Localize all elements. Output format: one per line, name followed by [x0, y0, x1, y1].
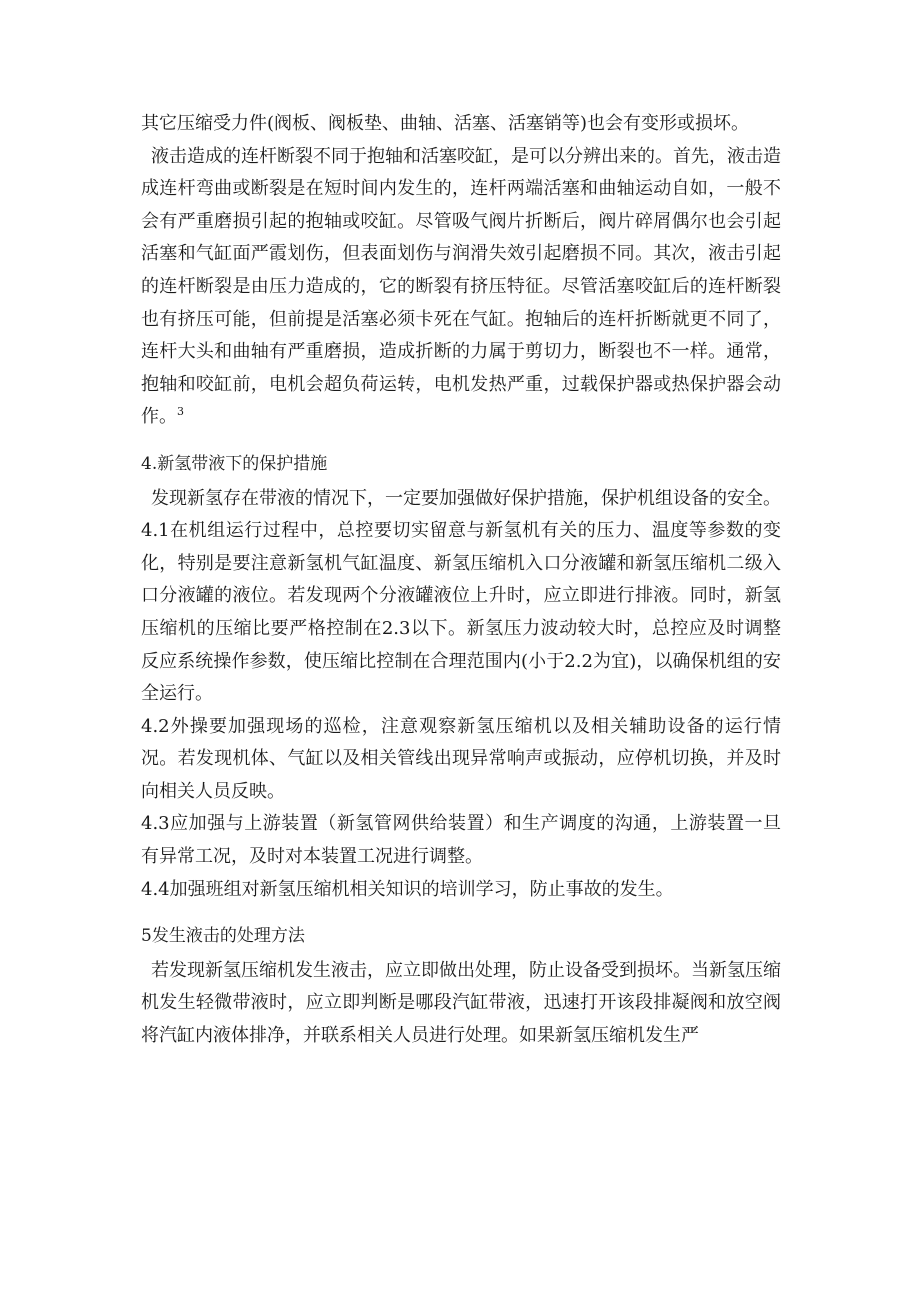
- paragraph-4-intro: 发现新氢存在带液的情况下，一定要加强做好保护措施，保护机组设备的安全。: [151, 487, 781, 509]
- document-page: [141, 108, 781, 1053]
- paragraph-liquid-hammer: [141, 141, 781, 434]
- paragraph-4-4: 4.4加强班组对新氢压缩机相关知识的培训学习，防止事故的发生。: [141, 878, 674, 900]
- paragraph-liquid-hammer-text: 液击造成的连杆断裂不同于抱轴和活塞咬缸，是可以分辨出来的。首先，液击造成连杆弯曲或断裂是在短时间内发生的，连杆两端活塞和曲轴运动自如，一般不会有严重磨损引起的抱轴或咬缸。尽管吸气阀片折断后，阀片碎屑偶尔也会引起活塞和气缸面严霞划伤，但表面划伤与润滑失效引起磨损不同。其次，液击引起的连杆断裂是由压力造成的，它的断裂有挤压特征。尽管活塞咬缸后的连杆断裂也有挤压可能，但前提是活塞必须卡死在气缸。抱轴后的连杆折断就更不同了，连杆大头和曲轴有严重磨损，造成折断的力属于剪切力，断裂也不一样。通常，抱轴和咬缸前，电机会超负荷运转，电机发热严重，过载保护器或热保护器会动作。: [141, 145, 781, 428]
- paragraph-4-1: 4.1在机组运行过程中，总控要切实留意与新氢机有关的压力、温度等参数的变化，特别是要注意新氢机气缸温度、新氢压缩机入口分液罐和新氢压缩机二级入口分液罐的液位。若发现两个分液罐液位上升时，应立即进行排液。同时，新氢压缩机的压缩比要严格控制在2.3以下。新氢压力波动较大时，总控应及时调整反应系统操作参数，使压缩比控制在合理范围内(小于2.2为宜)，以确保机组的安全运行。: [141, 520, 781, 705]
- paragraph-continuation: 其它压缩受力件(阀板、阀板垫、曲轴、活塞、活塞销等)也会有变形或损坏。: [141, 113, 750, 134]
- section-heading-4: 4.新氢带液下的保护措施: [141, 453, 328, 474]
- section-heading-5: 5发生液击的处理方法: [141, 926, 305, 947]
- paragraph-4-3: 4.3应加强与上游装置（新氢管网供给装置）和生产调度的沟通，上游装置一旦有异常工况，及时对本装置工况进行调整。: [141, 813, 781, 868]
- paragraph-4-2: 4.2外操要加强现场的巡检，注意观察新氢压缩机以及相关辅助设备的运行情况。若发现机体、气缸以及相关管线出现异常响声或振动，应停机切换，并及时向相关人员反映。: [141, 715, 781, 802]
- paragraph-5: 若发现新氢压缩机发生液击，应立即做出处理，防止设备受到损坏。当新氢压缩机发生轻微带液时，应立即判断是哪段汽缸带液，迅速打开该段排凝阀和放空阀将汽缸内液体排净，并联系相关人员进行处理。如果新氢压缩机发生严: [141, 959, 781, 1047]
- footnote-ref: 3: [177, 405, 184, 419]
